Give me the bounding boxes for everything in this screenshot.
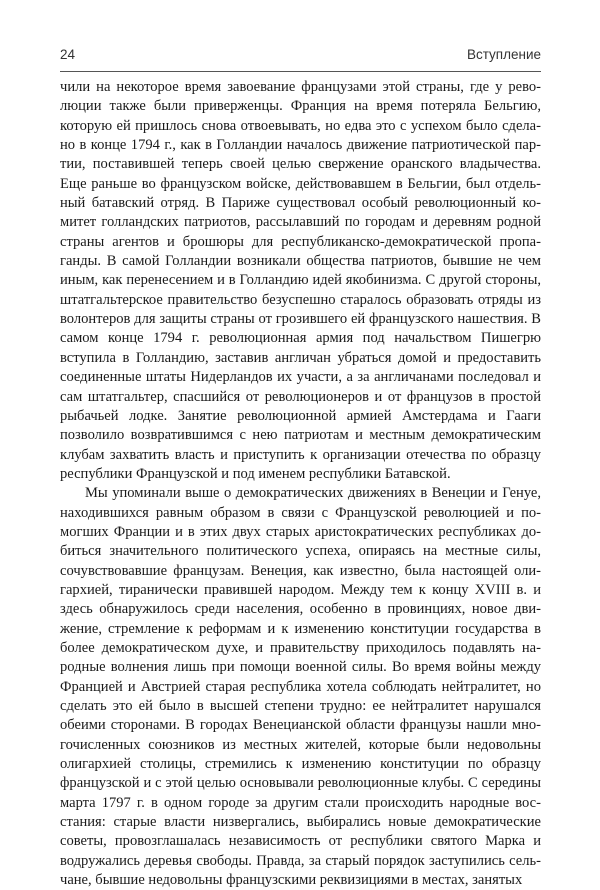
page-header <box>60 47 541 67</box>
paragraph-continued: чили на некоторое время завоевание французами этой страны, где у революции также были приверженцы. Франция на время потеряла Бельгию, которую ей пришлось снова отвоевывать, но едва это с успехом было сделано в конце 1794 г., как в Голландии началось движение патриотической партии, поставившей теперь своей целью свержение оранского владычества. Еще раньше во французском войске, действовавшем в Бельгии, был отдельный батавский отряд. В Париже существовал особый революционный комитет голландских патриотов, рассылавший по городам и деревням родной страны агентов и брошюры для республиканско-демократической пропаганды. В самой Голландии возникали общества патриотов, бывшие не чем иным, как перенесением и в Голландию идей якобинизма. С другой стороны, штатгальтерское правительство безуспешно старалось образовать отряды из волонтеров для защиты страны от грозившего ей французского нашествия. В самом конце 1794 г. революционная армия под начальством Пишегрю вступила в Голландию, заставив англичан убраться домой и предоставить соединенные штаты Нидерландов их участи, а за англичанами последовал и сам штатгальтер, спасшийся от революционеров и от французов в простой рыбачьей лодке. Занятие революционной армией Амстердама и Гааги позволило возвратившимся с нею патриотам и местным демократическим клубам захватить власть и приступить к организации отечества по образцу республики Французской и под именем республики Батавской. <box>60 79 541 482</box>
header-rule <box>60 71 541 72</box>
paragraph: Мы упоминали выше о демократических движениях в Венеции и Генуе, находившихся равным образом в связи с Французской революцией и помогших Франции и в этих двух старых аристократических республиках добиться значительного политического успеха, опираясь на местные силы, сочувствовавшие французам. Венеция, как известно, была настоящей олигархией, тиранически правившей народом. Между тем к концу XVIII в. и здесь обнаружилось среди населения, особенно в провинциях, новое движение, стремление к реформам и к изменению конституции государства в более демократическом духе, и правительству приходилось подавлять народные волнения лишь при помощи военной силы. Во время войны между Францией и Австрией старая республика хотела соблюдать нейтралитет, но сделать это ей было в высшей степени трудно: ее нейтралитет нарушался обеими сторонами. В городах Венецианской области французы нашли многочисленных союзников из местных жителей, которые были недовольны олигархией столицы, стремились к изменению конституции по образцу французской и с этой целью основывали революционные клубы. С середины марта 1797 г. в одном городе за другим стали происходить народные восстания: старые власти низвергались, выбирались новые демократические советы, провозглашалась независимость от республики святого Марка и водружались деревья свободы. Правда, за старый порядок заступились сельчане, бывшие недовольны французскими реквизициями в местах, занятых <box>60 485 541 889</box>
running-title: Вступление <box>466 47 541 62</box>
body-text <box>60 78 541 890</box>
page-number: 24 <box>60 47 76 62</box>
